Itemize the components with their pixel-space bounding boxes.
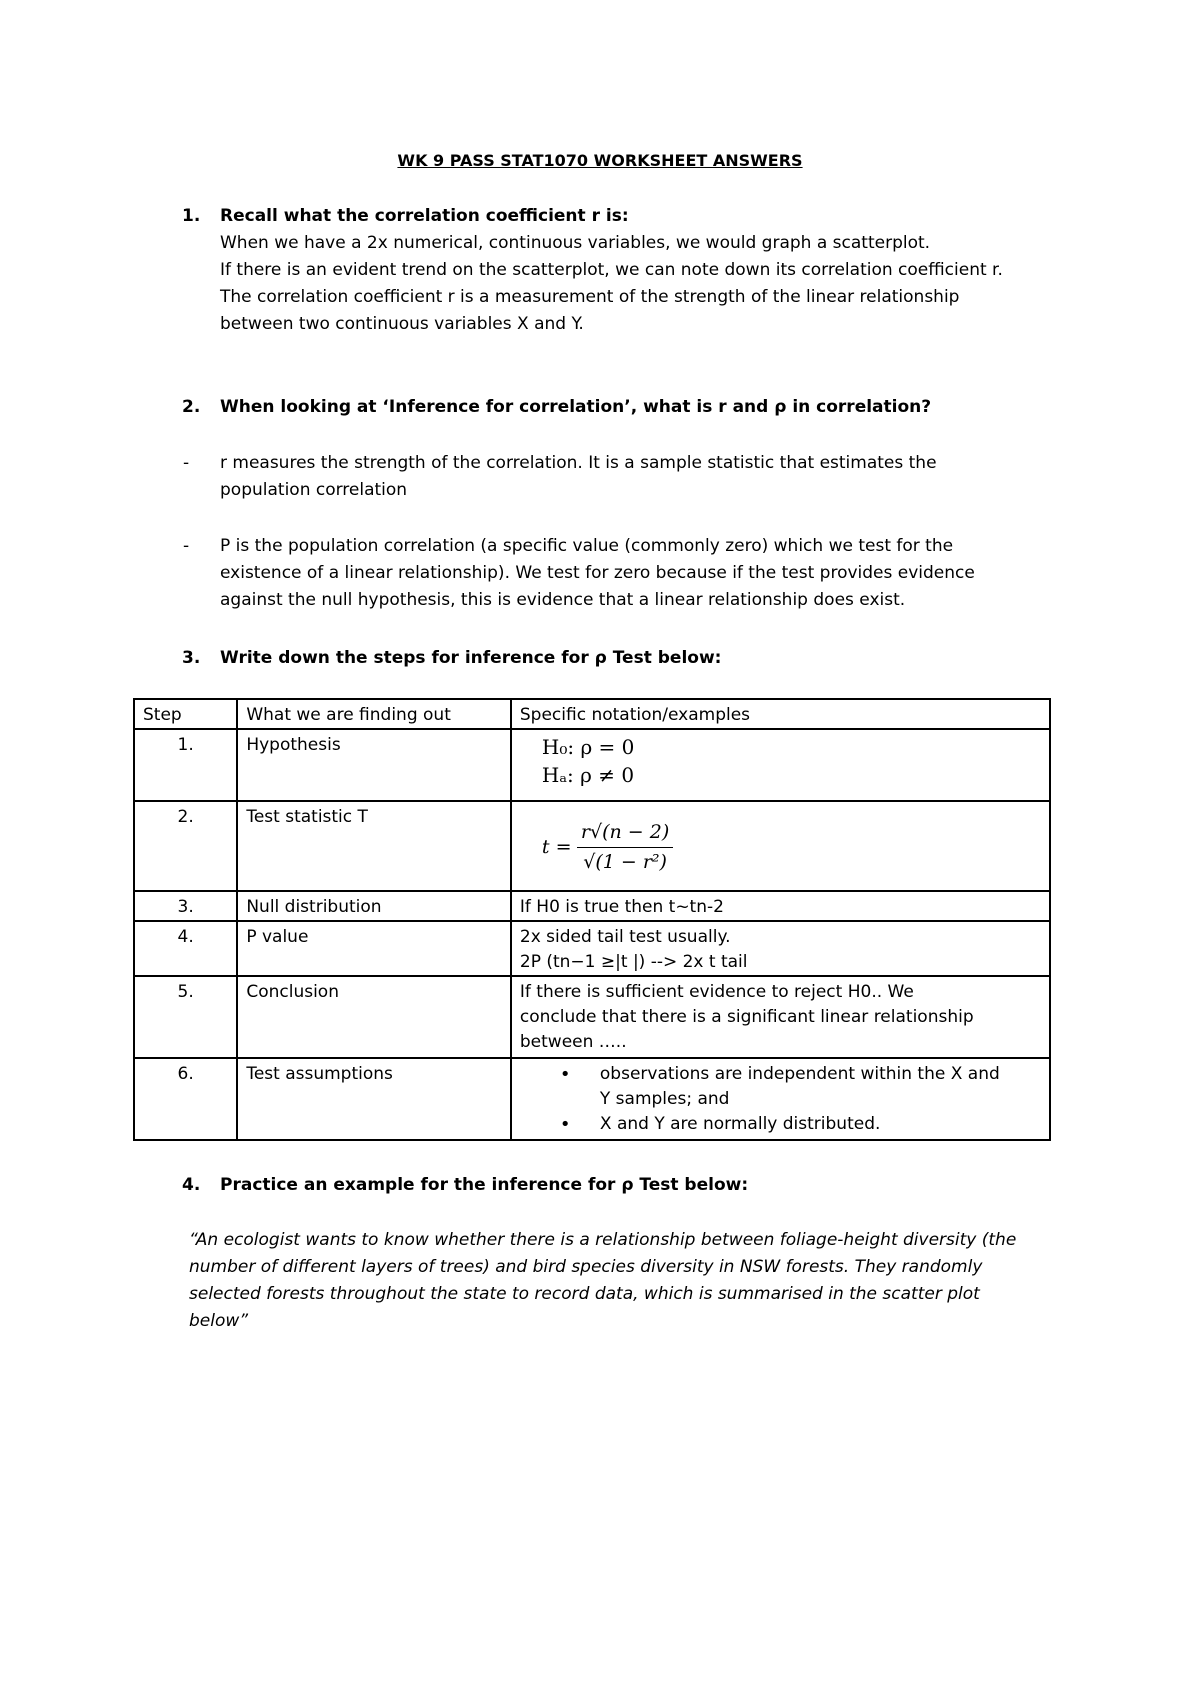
- q2-heading: When looking at ‘Inference for correlation’, what is r and ρ in correlation?: [220, 397, 932, 417]
- step-number: 5.: [134, 976, 237, 1058]
- step-notation: [511, 921, 1050, 976]
- notation-line: If there is sufficient evidence to reject H0.. We: [519, 982, 914, 1002]
- table-row: [134, 801, 1050, 891]
- notation-line: 2x sided tail test usually.: [519, 927, 731, 947]
- step-number: 6.: [134, 1058, 237, 1140]
- q2-bullet2-line: existence of a linear relationship). We test for zero because if the test provides evidence: [220, 563, 975, 583]
- step-notation: [511, 976, 1050, 1058]
- header-step: Step: [134, 699, 237, 729]
- table-row: [134, 891, 1050, 921]
- step-what: Conclusion: [237, 976, 511, 1058]
- inference-steps-table: [133, 698, 1051, 1141]
- assumption-item: [520, 1062, 1041, 1112]
- q2-bullet2-line: P is the population correlation (a specific value (commonly zero) which we test for the: [220, 536, 954, 556]
- step-notation: [511, 1058, 1050, 1140]
- q1-line: When we have a 2x numerical, continuous variables, we would graph a scatterplot.: [220, 233, 931, 253]
- step-notation: [511, 729, 1050, 801]
- null-hypothesis: H₀: ρ = 0: [541, 735, 635, 759]
- assumption-text: Y samples; and: [599, 1089, 730, 1109]
- step-number: 1.: [134, 729, 237, 801]
- q4-heading: Practice an example for the inference for ρ Test below:: [220, 1175, 749, 1195]
- q1-heading: Recall what the correlation coefficient r is:: [220, 206, 629, 226]
- q2-bullet1-line: r measures the strength of the correlation. It is a sample statistic that estimates the: [220, 453, 937, 473]
- quote-line: “An ecologist wants to know whether there is a relationship between foliage-height diversity (the: [189, 1230, 1017, 1250]
- step-what: Hypothesis: [237, 729, 511, 801]
- notation-line: between …..: [519, 1032, 627, 1052]
- step-number: 2.: [134, 801, 237, 891]
- step-what: Test assumptions: [237, 1058, 511, 1140]
- q2-bullet2-line: against the null hypothesis, this is evidence that a linear relationship does exist.: [220, 590, 906, 610]
- q4-number: 4.: [182, 1175, 201, 1195]
- bullet-icon: •: [559, 1064, 571, 1085]
- table-row: [134, 921, 1050, 976]
- step-what: Null distribution: [237, 891, 511, 921]
- notation-line: conclude that there is a significant linear relationship: [519, 1007, 974, 1027]
- step-notation: If H0 is true then t~tn-2: [511, 891, 1050, 921]
- alternative-hypothesis: Hₐ: ρ ≠ 0: [541, 763, 635, 787]
- q3-number: 3.: [182, 648, 201, 668]
- q2-number: 2.: [182, 397, 201, 417]
- quote-line: selected forests throughout the state to record data, which is summarised in the scatter plot: [189, 1284, 980, 1304]
- table-row: [134, 729, 1050, 801]
- table-row: [134, 1058, 1050, 1140]
- step-what: Test statistic T: [237, 801, 511, 891]
- step-number: 4.: [134, 921, 237, 976]
- t-equals: t =: [541, 836, 572, 858]
- t-denominator: √(1 − r²): [583, 851, 667, 873]
- q1-line: The correlation coefficient r is a measurement of the strength of the linear relationship: [220, 287, 960, 307]
- step-what: P value: [237, 921, 511, 976]
- quote-line: number of different layers of trees) and bird species diversity in NSW forests. They randomly: [189, 1257, 983, 1277]
- bullet-icon: •: [559, 1114, 571, 1135]
- table-row: [134, 976, 1050, 1058]
- step-notation: [511, 801, 1050, 891]
- table-header-row: [134, 699, 1050, 729]
- q2-bullet1-line: population correlation: [220, 480, 408, 500]
- q3-heading: Write down the steps for inference for ρ Test below:: [220, 648, 722, 668]
- t-formula: [577, 820, 673, 875]
- bullet-dash: -: [183, 536, 190, 556]
- quote-line: below”: [189, 1311, 249, 1331]
- step-number: 3.: [134, 891, 237, 921]
- notation-line: 2P (tn−1 ≥|t |) --> 2x t tail: [519, 952, 748, 972]
- bullet-dash: -: [183, 453, 190, 473]
- header-notation: Specific notation/examples: [511, 699, 1050, 729]
- q1-line: between two continuous variables X and Y.: [220, 314, 584, 334]
- assumption-item: [520, 1112, 1041, 1137]
- q1-number: 1.: [182, 206, 201, 226]
- assumption-text: observations are independent within the X and: [599, 1064, 1000, 1084]
- header-what: What we are finding out: [237, 699, 511, 729]
- assumption-text: X and Y are normally distributed.: [599, 1114, 881, 1134]
- q1-line: If there is an evident trend on the scatterplot, we can note down its correlation coefficient r.: [220, 260, 1003, 280]
- page-title: WK 9 PASS STAT1070 WORKSHEET ANSWERS: [397, 151, 803, 170]
- t-numerator: r√(n − 2): [577, 820, 673, 848]
